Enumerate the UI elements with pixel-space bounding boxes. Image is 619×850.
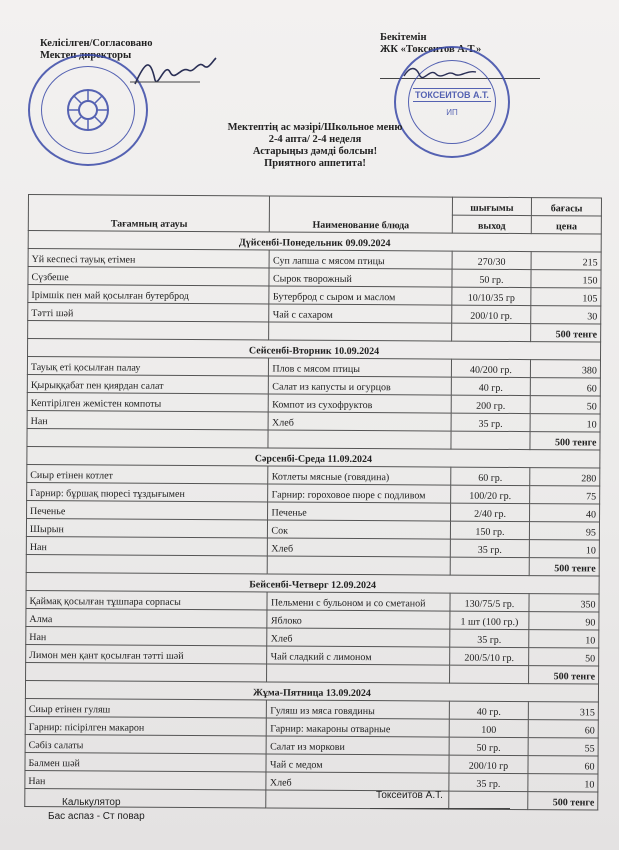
approved-label: Бекітемін xyxy=(380,32,427,43)
dish-price: 90 xyxy=(529,612,599,630)
dish-price: 350 xyxy=(529,594,599,612)
dish-kz: Сиыр етінен котлет xyxy=(27,464,269,483)
empty-cell xyxy=(26,662,268,681)
dish-ru: Яблоко xyxy=(267,610,449,629)
dish-kz: Лимон мен қант қосылған тәтті шәй xyxy=(26,644,268,663)
col-header-price-ru: цена xyxy=(532,216,602,234)
dish-ru: Чай с сахаром xyxy=(269,304,451,323)
title-line-2: 2-4 апта/ 2-4 неделя xyxy=(268,134,362,145)
day-title: Жұма-Пятница 13.09.2024 xyxy=(25,680,598,701)
dish-kz: Үй кеспесі тауық етімен xyxy=(28,249,270,268)
dish-qty: 10/10/35 гр xyxy=(451,287,531,305)
day-title: Сәрсенбі-Среда 11.09.2024 xyxy=(27,446,600,467)
dish-qty: 200/10 гр. xyxy=(451,305,531,323)
director-signature xyxy=(130,52,220,92)
dish-ru: Бутерброд с сыром и маслом xyxy=(269,286,451,305)
title-line-1: Мектептің ас мәзірі/Школьное меню xyxy=(227,122,403,133)
dish-kz: Ірімшік пен май қосылған бутерброд xyxy=(28,285,270,304)
stamp-type: ИП xyxy=(446,107,458,117)
dish-kz: Печенье xyxy=(27,500,269,519)
dish-price: 50 xyxy=(529,648,599,666)
dish-kz: Сиыр етінен гуляш xyxy=(25,698,267,717)
title-line-4: Приятного аппетита! xyxy=(264,158,366,169)
empty-cell xyxy=(268,430,450,449)
footer-sign-line xyxy=(370,808,510,809)
col-header-price-kz: бағасы xyxy=(532,198,602,216)
dish-ru: Салат из моркови xyxy=(267,736,449,755)
day-title: Сейсенбі-Вторник 10.09.2024 xyxy=(28,339,601,360)
dish-price: 50 xyxy=(531,396,601,414)
approver-signature xyxy=(400,62,480,84)
dish-ru: Гарнир: макароны отварные xyxy=(267,718,449,737)
stamp-name: ТОКСЕИТОВ А.Т. xyxy=(415,89,489,100)
empty-cell xyxy=(449,665,529,683)
agreed-who: Мектеп директоры xyxy=(40,50,132,61)
dish-qty: 60 гр. xyxy=(450,467,530,485)
empty-cell xyxy=(451,431,531,449)
dish-qty: 200 гр. xyxy=(451,395,531,413)
dish-qty: 270/30 xyxy=(452,251,532,269)
dish-price: 215 xyxy=(531,252,601,270)
empty-cell xyxy=(268,556,450,575)
col-header-out-ru: выход xyxy=(452,215,532,233)
dish-qty: 1 шт (100 гр.) xyxy=(449,611,529,629)
col-header-kz: Тағамның атауы xyxy=(28,195,270,232)
empty-cell xyxy=(26,554,268,573)
footer-name: Токсеитов А.Т. xyxy=(376,790,443,801)
dish-price: 10 xyxy=(528,774,598,792)
dish-ru: Хлеб xyxy=(266,772,448,791)
dish-price: 55 xyxy=(528,738,598,756)
dish-ru: Плов с мясом птицы xyxy=(269,358,451,377)
dish-qty: 40/200 гр. xyxy=(451,359,531,377)
dish-ru: Хлеб xyxy=(267,628,449,647)
day-total: 500 тенге xyxy=(530,432,600,450)
dish-kz: Қаймақ қосылған тұшпара сорпасы xyxy=(26,590,268,609)
dish-qty: 50 гр. xyxy=(449,737,529,755)
dish-price: 380 xyxy=(531,360,601,378)
day-title: Дүйсенбі-Понедельник 09.09.2024 xyxy=(28,231,601,252)
dish-ru: Компот из сухофруктов xyxy=(269,394,451,413)
dish-price: 280 xyxy=(530,468,600,486)
dish-price: 150 xyxy=(531,270,601,288)
dish-price: 95 xyxy=(530,522,600,540)
dish-kz: Тауық еті қосылған палау xyxy=(27,357,269,376)
empty-cell xyxy=(25,788,267,807)
day-total: 500 тенге xyxy=(530,558,600,576)
dish-kz: Нан xyxy=(26,536,268,555)
dish-kz: Сүзбеше xyxy=(28,267,270,286)
dish-ru: Печенье xyxy=(268,502,450,521)
dish-ru: Котлеты мясные (говядина) xyxy=(268,466,450,485)
dish-qty: 40 гр. xyxy=(451,377,531,395)
dish-price: 60 xyxy=(529,720,599,738)
day-total: 500 тенге xyxy=(529,666,599,684)
dish-qty: 200/10 гр xyxy=(449,755,529,773)
dish-price: 60 xyxy=(528,756,598,774)
dish-qty: 2/40 гр. xyxy=(450,503,530,521)
dish-kz: Гарнир: бұршақ пюресі тұздығымен xyxy=(27,482,269,501)
dish-qty: 100 xyxy=(449,719,529,737)
footer-calc: Калькулятор xyxy=(62,797,121,808)
dish-price: 10 xyxy=(530,414,600,432)
dish-qty: 150 гр. xyxy=(450,521,530,539)
dish-kz: Шырын xyxy=(26,518,268,537)
agreed-label: Келісілген/Согласовано xyxy=(40,38,153,49)
dish-qty: 35 гр. xyxy=(448,773,528,791)
dish-qty: 40 гр. xyxy=(449,701,529,719)
dish-ru: Хлеб xyxy=(268,538,450,557)
dish-kz: Қырыққабат пен қиярдан салат xyxy=(27,374,269,393)
empty-cell xyxy=(28,321,270,340)
dish-ru: Хлеб xyxy=(269,412,451,431)
dish-kz: Нан xyxy=(25,770,267,789)
dish-kz: Гарнир: пісірілген макарон xyxy=(25,716,267,735)
dish-qty: 35 гр. xyxy=(450,539,530,557)
col-header-out-kz: шығымы xyxy=(452,197,532,215)
menu-table xyxy=(24,194,602,810)
day-total: 500 тенге xyxy=(528,792,598,810)
dish-qty: 35 гр. xyxy=(451,413,531,431)
day-title: Бейсенбі-Четверг 12.09.2024 xyxy=(26,572,599,593)
dish-ru: Чай с медом xyxy=(266,754,448,773)
dish-qty: 35 гр. xyxy=(449,629,529,647)
dish-kz: Тәтті шәй xyxy=(28,303,270,322)
dish-ru: Гарнир: гороховое пюре с подливом xyxy=(268,484,450,503)
dish-qty: 50 гр. xyxy=(452,269,532,287)
dish-price: 75 xyxy=(530,486,600,504)
dish-kz: Сәбіз салаты xyxy=(25,734,267,753)
dish-price: 10 xyxy=(530,540,600,558)
dish-ru: Пельмени с бульоном и со сметаной xyxy=(267,592,449,611)
dish-qty: 200/5/10 гр. xyxy=(449,647,529,665)
dish-kz: Нан xyxy=(26,626,268,645)
dish-ru: Суп лапша с мясом птицы xyxy=(270,250,452,269)
dish-ru: Сырок творожный xyxy=(269,268,451,287)
empty-cell xyxy=(448,791,528,809)
dish-price: 10 xyxy=(529,630,599,648)
day-total: 500 тенге xyxy=(531,324,601,342)
menu-body xyxy=(25,231,602,810)
approved-who: ЖК «Токсеитов А.Т.» xyxy=(380,44,482,55)
empty-cell xyxy=(451,323,531,341)
dish-ru: Сок xyxy=(268,520,450,539)
empty-cell xyxy=(450,557,530,575)
footer-chef: Бас аспаз - Ст повар xyxy=(48,811,145,822)
dish-price: 60 xyxy=(531,378,601,396)
dish-ru: Чай сладкий с лимоном xyxy=(267,646,449,665)
dish-price: 315 xyxy=(529,702,599,720)
empty-cell xyxy=(269,322,451,341)
col-header-ru: Наименование блюда xyxy=(270,196,452,233)
dish-kz: Кептірілген жемістен компоты xyxy=(27,392,269,411)
dish-ru: Гуляш из мяса говядины xyxy=(267,700,449,719)
dish-price: 105 xyxy=(531,288,601,306)
dish-qty: 130/75/5 гр. xyxy=(450,593,530,611)
empty-cell xyxy=(27,428,269,447)
dish-kz: Балмен шәй xyxy=(25,752,267,771)
dish-kz: Нан xyxy=(27,410,269,429)
dish-price: 30 xyxy=(531,306,601,324)
dish-qty: 100/20 гр. xyxy=(450,485,530,503)
dish-kz: Алма xyxy=(26,608,268,627)
coat-of-arms-icon xyxy=(65,87,111,133)
dish-ru: Салат из капусты и огурцов xyxy=(269,376,451,395)
dish-price: 40 xyxy=(530,504,600,522)
empty-cell xyxy=(267,664,449,683)
title-line-3: Астарыңыз дәмді болсын! xyxy=(252,146,378,157)
